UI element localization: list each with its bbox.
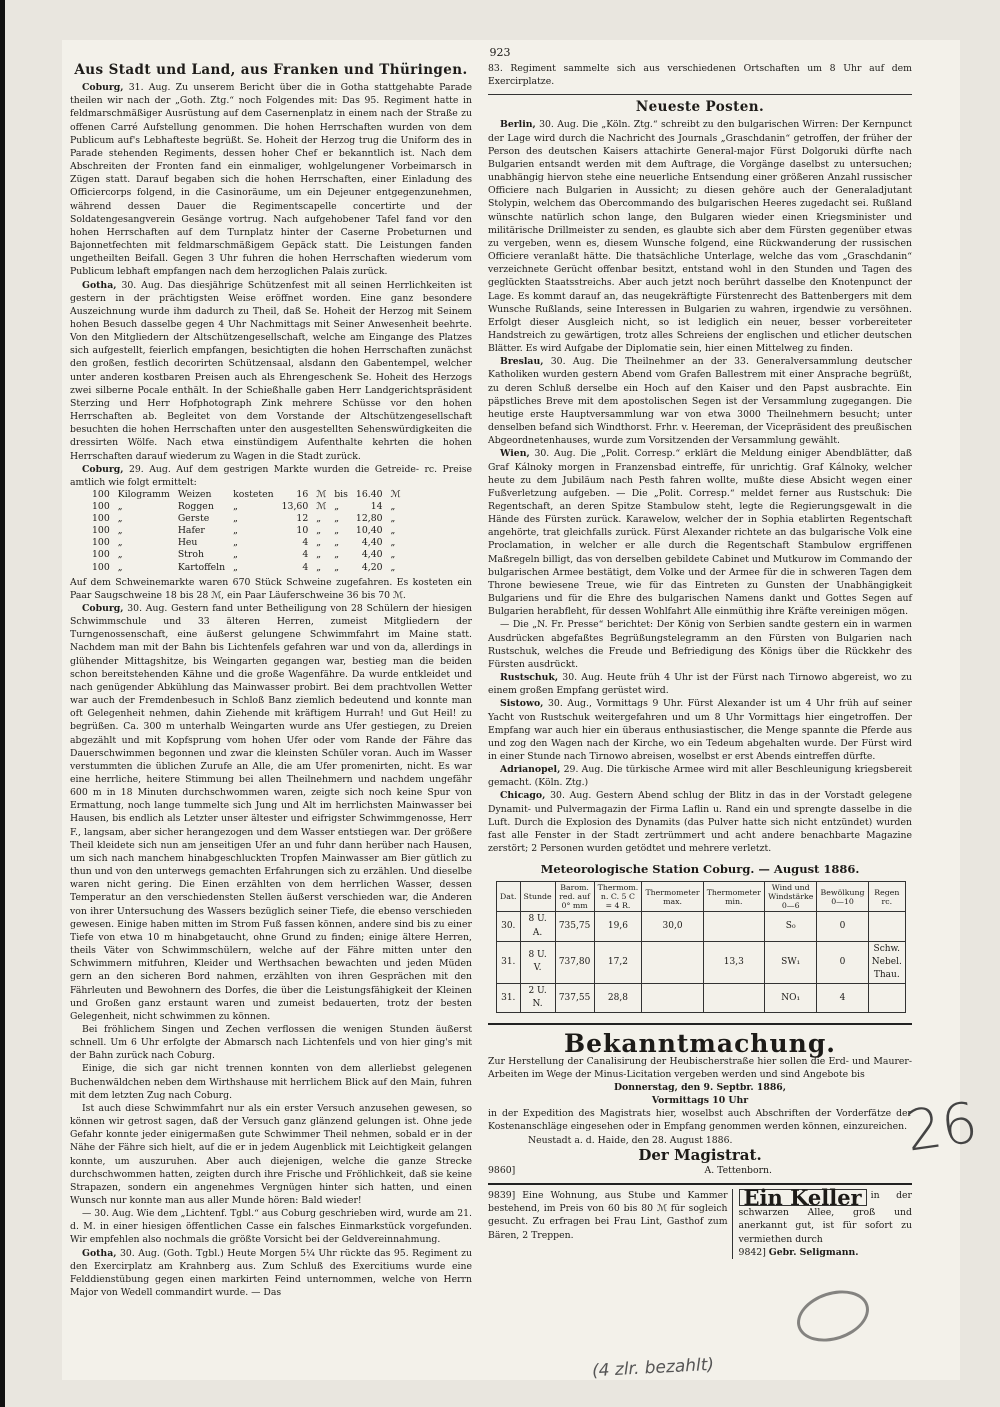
meteo-cell: 737,80 xyxy=(555,941,594,983)
meteo-cell: 0 xyxy=(817,941,868,983)
news-item xyxy=(488,618,912,671)
price-cell: „ xyxy=(334,549,340,561)
price-cell: „ xyxy=(117,561,123,573)
public-notice xyxy=(488,1023,912,1177)
price-cell: 100 xyxy=(92,501,110,513)
meteo-cell: NO₁ xyxy=(764,984,817,1013)
price-row xyxy=(88,537,404,549)
article-counterfeit-coin: — 30. Aug. Wie dem „Lichtenf. Tgbl.“ aus Coburg geschrieben wird, wurde am 21. d. M. in einer hiesigen öffentlichen Casse ein falsches Einmarkstück vorgefunden. Wir empfehlen also nochmals die größte Vorsicht bei der Geldvereinnahmung. xyxy=(70,1208,472,1246)
price-cell: 4 xyxy=(302,537,309,549)
meteo-table xyxy=(496,881,906,1013)
grain-price-table xyxy=(88,489,404,574)
meteo-header: Bewölkung 0—10 xyxy=(817,882,868,912)
price-cell: Stroh xyxy=(177,549,204,561)
price-cell: „ xyxy=(117,549,123,561)
meteo-cell: 31. xyxy=(497,984,521,1013)
meteo-header: Thermom. n. C. 5 C = 4 R. xyxy=(594,882,642,912)
continued-text: 83. Regiment sammelte sich aus verschiedenen Ortschaften um 8 Uhr auf dem Exercirplatze. xyxy=(488,63,912,88)
price-cell: 14 xyxy=(370,501,383,513)
price-cell: 16 xyxy=(296,489,309,500)
notice-text: Zur Herstellung der Canalisirung der Heubischerstraße hier sollen die Erd- und Maurer-Arbeiten im Wege der Minus-Licitation vergeben werden und sind Angebote bis xyxy=(488,1055,912,1080)
swim-paragraph: Bei fröhlichem Singen und Zechen verflossen die wenigen Stunden äußerst schnell. Um 6 Uhr erfolgte der Abmarsch nach Lichtenfels und von hier ging's mit der Bahn zurück nach Coburg. xyxy=(70,1023,472,1062)
article-gotha-schuetzenfest xyxy=(70,279,472,463)
meteo-cell: 31. xyxy=(497,941,521,983)
meteo-cell: 8 U. A. xyxy=(520,912,555,941)
ad-signer: Gebr. Seligmann. xyxy=(768,1246,859,1258)
price-cell: 100 xyxy=(92,561,110,573)
pig-market-text: Auf dem Schweinemarkte waren 670 Stück Schweine zugefahren. Es kosteten ein Paar Saugschweine 18 bis 28 ℳ, ein Paar Läuferschweine 36 bis 70 ℳ. xyxy=(70,576,472,601)
news-item xyxy=(488,355,912,447)
ad-text: in der schwarzen Allee, groß und anerkannt gut, ist für sofort zu vermiethen durch xyxy=(738,1190,912,1245)
article-coburg-market xyxy=(70,463,472,489)
ad-cellar-title: Ein Keller xyxy=(739,1189,867,1206)
meteo-cell: 0 xyxy=(817,912,868,941)
price-cell: kosteten xyxy=(233,489,274,500)
meteo-cell: 2 U. N. xyxy=(520,984,555,1013)
price-cell: „ xyxy=(334,525,340,537)
price-cell: „ xyxy=(316,549,322,561)
notice-signature: Der Magistrat. xyxy=(638,1145,762,1164)
dateline: Gotha, xyxy=(82,279,117,291)
price-cell: „ xyxy=(334,561,340,573)
dateline: Coburg, xyxy=(82,82,124,94)
price-cell: 4,20 xyxy=(361,561,383,573)
divider xyxy=(488,94,912,95)
price-cell: „ xyxy=(334,513,340,525)
meteo-cell: 28,8 xyxy=(594,984,642,1013)
meteo-cell: 13,3 xyxy=(703,941,764,983)
article-coburg-parade xyxy=(70,81,472,278)
price-cell: 4,40 xyxy=(361,537,383,549)
meteo-header: Stunde xyxy=(520,882,555,912)
news-text: 30. Aug. Die „Köln. Ztg.“ schreibt zu den bulgarischen Wirren: Der Kernpunct der Lage wird durch die Nachricht des Journals „Graschdanin“ getroffen, der früher der Person des deutschen Kaisers attachirte General-major Fürst Dolgoruki dürfte nach Bulgarien entsandt werden mit dem Auftrage, die Vorgänge daselbst zu untersuchen; unabhängig hiervon stehe eine neuerliche Entsendung einer größeren Anzahl russischer Officiere nach Bulgarien in Aussicht; zu diesen gehöre auch der Generaladjutant Stolypin, welchem das Obercommando des bulgarischen Heeres zugedacht sei. Rußland wünschte natürlich schon lange, den Bulgaren wieder einen Kriegsminister und militärische Drillmeister zu senden, es glaubte sich aber dem Fürsten gegenüber etwas zu vergeben, wenn es, diesem Wunsche folgend, eine Rückwanderung der russischen Officiere veranlaßt hätte. Die thatsächliche Unterlage, welche das vom „Graschdanin“ verzeichnete Gerücht offenbar besitzt, entstand wohl in den Stunden und Tagen des geglückten Staatsstreichs. Aber auch jetzt noch berührt dasselbe den Knotenpunct der Lage. Es kommt darauf an, das neugekräftigte Fürstenrecht des Battenbergers mit dem Wunsche Rußlands, seine Interessen in Bulgarien zu wahren, irgendwie zu versöhnen. Erfolgt dieser Ausgleich nicht, so ist lediglich ein neuer, besser vorbereiteter Handstreich zu gewärtigen, trotz alles Schreiens der englischen und etlicher deutschen Blätter. Es wird Aufgabe der Diplomatie sein, hier einen Mittelweg zu finden. xyxy=(488,119,912,355)
meteo-cell xyxy=(703,984,764,1013)
news-text: 30. Aug. Die Theilnehmer an der 33. Generalversammlung deutscher Katholiken wurden gestern Abend vom Grafen Ballestrem mit einer Ansprache begrüßt, zu deren Schluß derselbe ein Hoch auf den Kaiser und den Papst ausbrachte. Ein päpstliches Breve mit dem apostolischen Segen ist der Versammlung zugegangen. Die heutige erste Hauptversammlung war von etwa 3000 Theilnehmern besucht; unter denselben befand sich Windthorst. Frhr. v. Heereman, der Vicepräsident des preußischen Abgeordnetenhauses, wurde zum Vorsitzenden der Versammlung gewählt. xyxy=(488,356,912,447)
price-cell: 100 xyxy=(92,513,110,525)
news-item xyxy=(488,118,912,355)
price-cell: 10 xyxy=(296,525,309,537)
price-cell: „ xyxy=(390,549,396,561)
price-cell: „ xyxy=(316,561,322,573)
price-cell: „ xyxy=(334,537,340,549)
dateline: Berlin, xyxy=(500,119,536,131)
price-cell: ℳ xyxy=(316,501,327,513)
price-cell: „ xyxy=(233,549,238,561)
price-cell: „ xyxy=(233,525,238,537)
news-text: 30. Aug. Gestern Abend schlug der Blitz in das in der Vorstadt gelegene Dynamit- und Pulvermagazin der Firma Laflin u. Rand ein und sprengte dasselbe in die Luft. Durch die Explosion des Dynamits (das Pulver hatte sich nicht entzündet) wurden fast alle Fenster in der Stadt zertrümmert und acht andere benachbarte Magazine zerstört; 2 Personen wurden getödtet und mehrere verletzt. xyxy=(488,790,912,855)
meteo-cell: SW₁ xyxy=(764,941,817,983)
price-cell: 4,40 xyxy=(361,549,383,561)
notice-title: Bekanntmachung. xyxy=(563,1029,837,1059)
price-cell: „ xyxy=(390,561,396,573)
notice-place-date: Neustadt a. d. Haide, den 28. August 1886. xyxy=(528,1134,733,1146)
news-item xyxy=(488,447,912,618)
price-cell: „ xyxy=(316,525,322,537)
price-cell: „ xyxy=(233,561,238,573)
meteo-header: Regen rc. xyxy=(868,882,905,912)
price-cell: Kartoffeln xyxy=(177,561,226,573)
meteo-row xyxy=(497,984,906,1013)
article-gotha-exercise xyxy=(70,1247,472,1300)
price-cell: „ xyxy=(334,501,340,513)
right-column xyxy=(488,62,912,1259)
article-swim-outing xyxy=(70,602,472,1023)
price-cell: „ xyxy=(390,513,396,525)
dateline: Coburg, xyxy=(82,463,124,475)
meteo-row xyxy=(497,941,906,983)
article-text: 30. Aug. Das diesjährige Schützenfest mit all seinen Herrlichkeiten ist gestern in der prächtigsten Weise eröffnet worden. Eine ganz besondere Auszeichnung wurde ihm dadurch zu Theil, daß Se. Hoheit der Herzog mit Seinem hohen Besuch dasselbe gegen 4 Uhr Nachmittags mit Seiner Anwesenheit beehrte. Von den Mitgliedern der Altschützengesellschaft, welche am Eingange des Platzes sich aufgestellt, feierlich empfangen, besichtigten die hohen Herrschaften zunächst den großen, festlich decorirten Schützensaal, alsdann den Gabentempel, welcher unter anderen kostbaren Preisen auch als Ehrengeschenk Se. Hoheit des Herzogs zwei silberne Pocale enthält. In der Schießhalle gaben Herr Landgerichtspräsident Sterzing und Herr Hofphotograph Zink mehrere Schüsse vor den hohen Herrschaften ab. Begleitet von dem Vorstande der Altschützengesellschaft besuchten die hohen Herrschaften unter den ausgestellten Sehenswürdigkeiten die dressirten Wölfe. Nach etwa einstündigem Aufenthalte kehrten die hohen Herrschaften darauf wiederum zu Wagen in die Stadt zurück. xyxy=(70,279,472,462)
ad-apartment xyxy=(488,1189,733,1259)
price-cell: „ xyxy=(390,537,396,549)
dateline: Chicago, xyxy=(500,790,546,802)
meteo-cell: 19,6 xyxy=(594,912,642,941)
pencil-margin-number: 26 xyxy=(901,1090,982,1165)
swim-paragraph: Ist auch diese Schwimmfahrt nur als ein erster Versuch anzusehen gewesen, so können wir getrost sagen, daß der Versuch ganz glänzend gelungen ist. Ohne jede Gefahr konnte jeder einigermaßen gute Schwimmer Theil nehmen, sobald er in der Nähe der Fähre sich hielt, auf die er in jedem Augenblick mit Leichtigkeit gelangen konnte, um auszuruhen. Aber auch diejenigen, welche die ganze Strecke durchschwommen hatten, zeigten durch ihre Frische und Fröhlichkeit, daß sie keine Strapazen, sondern ein angenehmes Vergnügen hinter sich hatten, und einen Wunsch nur konnte man aus aller Munde hören: Bald wieder! xyxy=(70,1102,472,1206)
notice-ref: 9860] xyxy=(488,1164,516,1176)
price-cell: 4 xyxy=(302,561,309,573)
article-text: 30. Aug. Gestern fand unter Betheiligung von 28 Schülern der hiesigen Schwimmschule und 33 älteren Herren, zumeist Mitgliedern der Turngenossenschaft, eine äußerst gelungene Schwimmfahrt im Maine statt. Nachdem man mit der Bahn bis Lichtenfels gefahren war und von da, allerdings in glühender Mittagshitze, bis Weingarten gegangen war, bestieg man die beiden schon bereitstehenden Kähne und die große Wagenfähre. Da wurde entkleidet und nach genügender Abkühlung das Mainwasser probirt. Bei dem prachtvollen Wetter war auch der Fremdenbesuch in Schloß Banz ziemlich bedeutend und konnte man oft Gelegenheit nehmen, dahin Ziehende mit kräftigem Hurrah! und Gut Heil! zu begrüßen. Ca. 300 m unterhalb Weingarten wurde ans Ufer gestiegen, zu Dreien abgezählt und mit Kopfsprung vom hohen Ufer oder vom Rande der Fähre das Dauerschwimmen begonnen und zwar die kleinsten Schüler voran. Auch im Wasser verstummten die üblichen Zurufe an Alle, die am Ufer promenirten, nicht. Es war eine herrliche, heitere Stimmung bei allen Theilnehmern und nachdem ungefähr 600 m in 18 Minuten durchschwommen waren, zeigte sich noch keine Spur von Ermattung, noch lange tummelte sich Jung und Alt im herrlichsten Mainwasser bei Hausen, bis endlich als Letzter unser ältester und eifrigster Schwimmgenosse, Herr F., langsam, aber sicher herangezogen und dem Wasser entstiegen war. Der größere Theil kleidete sich nun am jenseitigen Ufer an und fuhr dann herüber nach Hausen, um sich nach manchem hinabgeschluckten Tropfen Mainwasser am Bier gütlich zu thun und von den unterwegs gemachten Erfahrungen sich zu erzählen. Und dieselbe waren nicht gering. Die Einen erzählten von dem herrlichen Wasser, dessen Temperatur an den verschiedensten Stellen äußerst verschieden war, die Anderen von ihrer Untersuchung des Wassers bezüglich seiner Tiefe, die ebenso verschieden gewesen. Einige haben mitten im Strom Fuß fassen können, andere sind bis zu einer Tiefe von etwa 10 m hinabgetaucht, ohne Grund zu finden; einige ältere Herren, theils Väter von Schwimmschülern, welche auf der Fähre mitten unter den Schwimmern mitfuhren, Kleider und Werthsachen bewachten und jeden Müden gern an den sicheren Bord nahmen, erzählten von ihren Gesprächen mit den Fährleuten und Bewohnern des Dorfes, die über die Leistungsfähigkeit der Kleinen und Großen ganz erstaunt waren und zumeist bedauerten, trotz der besten Gelegenheit, nicht schwimmen zu können. xyxy=(70,602,472,1022)
news-item xyxy=(488,671,912,697)
dateline: Wien, xyxy=(500,448,530,460)
price-cell: 100 xyxy=(92,549,110,561)
price-cell: Roggen xyxy=(177,501,214,513)
price-cell: 16.40 xyxy=(355,489,383,500)
news-item xyxy=(488,763,912,789)
meteo-header: Dat. xyxy=(497,882,521,912)
price-cell: „ xyxy=(233,501,238,513)
price-cell: „ xyxy=(117,513,123,525)
meteo-cell xyxy=(868,912,905,941)
meteo-header: Barom. red. auf 0° mm xyxy=(555,882,594,912)
dateline: Rustschuk, xyxy=(500,672,559,684)
price-cell: 4 xyxy=(302,549,309,561)
price-row xyxy=(88,501,404,513)
dateline: Breslau, xyxy=(500,356,544,368)
news-item xyxy=(488,697,912,763)
price-cell: Hafer xyxy=(177,525,205,537)
page-number: 923 xyxy=(489,46,511,59)
price-cell: 12 xyxy=(296,513,309,525)
price-cell: Heu xyxy=(177,537,198,549)
price-row xyxy=(88,549,404,561)
price-cell: Weizen xyxy=(177,489,212,500)
price-row xyxy=(88,562,404,574)
meteo-cell: 737,55 xyxy=(555,984,594,1013)
ad-cellar xyxy=(733,1185,912,1259)
price-cell: Gerste xyxy=(177,513,210,525)
news-text: 30. Aug. Die „Polit. Corresp.“ erklärt die Meldung einiger Abendblätter, daß Graf Kálnoky morgen in Franzensbad eintreffe, für unrichtig. Graf Kálnoky, welcher heute zu dem Jubiläum nach Pesth fahren wollte, mußte diese Absicht wegen einer Fußverletzung aufgeben. — Die „Polit. Corresp.“ meldet ferner aus Rustschuk: Die Regentschaft, an deren Spitze Stambulow steht, legte die Regierungsgewalt in die Hände des Fürsten zurück. Karawelow, welcher der in Sophia etablirten Regentschaft angehörte, trat gleichfalls zurück. Fürst Alexander richtete an das bulgarische Volk eine Proclamation, in welcher er alle durch die Regentschaft Stambulow ergriffenen Maßregeln billigt, das von derselben gebildete Cabinet und Mutkurow im Commando der bulgarischen Armee bestätigt, dem Volke und der Armee für die in schweren Tagen dem Throne bewiesene Treue, wie für das Eintreten zu Gunsten der Unabhängigkeit Bulgariens und für die Ehre des bulgarischen Namens dankt und Gottes Segen auf Bulgarien herabfleht, für dessen Wohlfahrt Alle einmüthig ihre Kräfte vereinigen mögen. xyxy=(488,448,912,618)
news-text: 30. Aug., Vormittags 9 Uhr. Fürst Alexander ist um 4 Uhr früh auf seiner Yacht von Rustschuk weitergefahren und um 8 Uhr Vormittags hier eingetroffen. Der Empfang war auch hier ein überaus enthusiastischer, die Menge spannte die Pferde aus und zog den Wagen nach der Kirche, wo ein Tedeum abgehalten wurde. Der Fürst wird in einer Stunde nach Tirnowo abreisen, woselbst er erst Abends eintreffen dürfte. xyxy=(488,698,912,762)
meteo-cell: 17,2 xyxy=(594,941,642,983)
news-list xyxy=(488,118,912,855)
meteo-cell xyxy=(868,984,905,1013)
meteo-row xyxy=(497,912,906,941)
price-cell: 100 xyxy=(92,489,110,500)
dateline: Coburg, xyxy=(82,602,124,614)
news-item xyxy=(488,789,912,855)
price-cell: „ xyxy=(117,501,123,513)
price-cell: „ xyxy=(390,525,396,537)
price-row xyxy=(88,525,404,537)
dateline: Adrianopel, xyxy=(500,764,561,776)
price-cell: „ xyxy=(233,513,238,525)
price-row xyxy=(88,489,404,501)
price-cell: 10,40 xyxy=(355,525,383,537)
news-text: 29. Aug. Die türkische Armee wird mit aller Beschleunigung kriegsbereit gemacht. (Köln. Ztg.) xyxy=(488,764,912,789)
article-text: 31. Aug. Zu unserem Bericht über die in Gotha stattgehabte Parade theilen wir nach der „Goth. Ztg.“ noch Folgendes mit: Das 95. Regiment hatte in feldmarschmäßiger Ausrüstung auf dem Casernenplatz in einem nach der Straße zu offenen Carré Aufstellung genommen. Die hohen Herrschaften wurden von dem Publicum auf's Lebhafteste begrüßt. Se. Hoheit der Herzog trug die Uniform des in Parade stehenden Regiments, dessen hoher Chef er bekanntlich ist. Nach dem Abschreiten der Fronten fand ein einmaliger, wohlgelungener Vorbeimarsch in Zügen statt. Darauf begaben sich die hohen Herrschaften, einer Einladung des Officiercorps folgend, in die Casinoräume, um ein Dejeuner entgegenzunehmen, während dessen Dauer die Regimentscapelle concertirte und der Soldatengesangverein Gesänge vortrug. Nach aufgehobener Tafel fand vor den hohen Herrschaften auf dem Turnplatz hinter der Caserne Probeturnen und Bajonnetfechten mit feldmarschmäßigem Gepäck statt. Die Leistungen fanden ungetheilten Beifall. Gegen 3 Uhr fuhren die hohen Herrschaften wiederum vom Publicum lebhaft empfangen nach dem herzoglichen Palais zurück. xyxy=(70,82,472,278)
ad-ref: 9842] xyxy=(738,1246,766,1258)
meteo-cell: 735,75 xyxy=(555,912,594,941)
price-cell: ℳ xyxy=(390,489,401,500)
price-cell: „ xyxy=(233,537,238,549)
price-cell: „ xyxy=(117,525,123,537)
price-cell: 13,60 xyxy=(281,501,309,513)
left-column xyxy=(70,62,472,1299)
pencil-payment-note: (4 zlr. bezahlt) xyxy=(591,1354,715,1382)
meteo-cell: 4 xyxy=(817,984,868,1013)
news-text: — Die „N. Fr. Presse“ berichtet: Der König von Serbien sandte gestern ein in warmen Ausdrücken abgefaßtes Begrüßungstelegramm an den Fürsten von Bulgarien nach Rustschuk, welches die Freude und Befriedigung des Königs über die Rückkehr des Fürsten ausdrückt. xyxy=(488,619,912,670)
meteo-cell: S₀ xyxy=(764,912,817,941)
meteo-header: Wind und Windstärke 0—6 xyxy=(764,882,817,912)
classified-ads xyxy=(488,1183,912,1259)
dateline: Sistowo, xyxy=(500,698,544,710)
notice-time: Vormittags 10 Uhr xyxy=(651,1095,749,1107)
ad-text: 9839] Eine Wohnung, aus Stube und Kammer bestehend, im Preis von 60 bis 80 ℳ für sogleich gesucht. Zu erfragen bei Frau Lint, Gasthof zum Bären, 2 Treppen. xyxy=(488,1190,728,1241)
price-row xyxy=(88,513,404,525)
notice-date: Donnerstag, den 9. Septbr. 1886, xyxy=(613,1081,787,1093)
meteo-cell: 30,0 xyxy=(642,912,703,941)
section-title-news: Neueste Posten. xyxy=(635,99,765,116)
meteo-cell: Schw. Nebel. Thau. xyxy=(868,941,905,983)
notice-text: in der Expedition des Magistrats hier, woselbst auch Abschriften der Vorderfätze der Kostenanschläge eingesehen oder in Empfang genommen werden können, einzureichen. xyxy=(488,1108,912,1133)
price-cell: „ xyxy=(117,537,123,549)
binding-edge xyxy=(0,0,5,1407)
meteo-cell xyxy=(703,912,764,941)
notice-signer: A. Tettenborn. xyxy=(704,1164,772,1176)
price-cell: bis xyxy=(334,489,348,500)
meteo-cell xyxy=(642,941,703,983)
meteo-header: Thermometer max. xyxy=(642,882,703,912)
meteo-cell xyxy=(642,984,703,1013)
price-cell: „ xyxy=(316,513,322,525)
price-cell: 12,80 xyxy=(355,513,383,525)
price-cell: Kilogramm xyxy=(117,489,170,500)
meteo-cell: 30. xyxy=(497,912,521,941)
price-cell: 100 xyxy=(92,537,110,549)
article-text: 30. Aug. (Goth. Tgbl.) Heute Morgen 5¼ Uhr rückte das 95. Regiment zu den Exercirplatz am Krahnberg aus. Zum Schluß des Exercitiums wurde eine Felddienstübung gegen einen markirten Feind unternommen, welche von Herrn Major von Wedell commandirt wurde. — Das xyxy=(70,1247,472,1299)
meteo-title: Meteorologische Station Coburg. — August 1886. xyxy=(540,862,860,877)
dateline: Gotha, xyxy=(82,1247,117,1259)
meteo-header: Thermometer min. xyxy=(703,882,764,912)
news-text: 30. Aug. Heute früh 4 Uhr ist der Fürst nach Tirnowo abgereist, wo zu einem großen Empfang gerüstet wird. xyxy=(488,672,912,697)
price-cell: „ xyxy=(390,501,396,513)
price-cell: 100 xyxy=(92,525,110,537)
price-cell: „ xyxy=(316,537,322,549)
article-text: 29. Aug. Auf dem gestrigen Markte wurden die Getreide- rc. Preise amtlich wie folgt ermittelt: xyxy=(70,463,472,488)
meteo-cell: 8 U. V. xyxy=(520,941,555,983)
swim-paragraph: Einige, die sich gar nicht trennen konnten von dem allerliebst gelegenen Buchenwäldchen neben dem Wirthshause mit herrlichem Blick auf den Main, fuhren mit dem letzten Zug nach Coburg. xyxy=(70,1063,472,1101)
section-title-local: Aus Stadt und Land, aus Franken und Thüringen. xyxy=(74,62,468,78)
price-cell: ℳ xyxy=(316,489,327,500)
